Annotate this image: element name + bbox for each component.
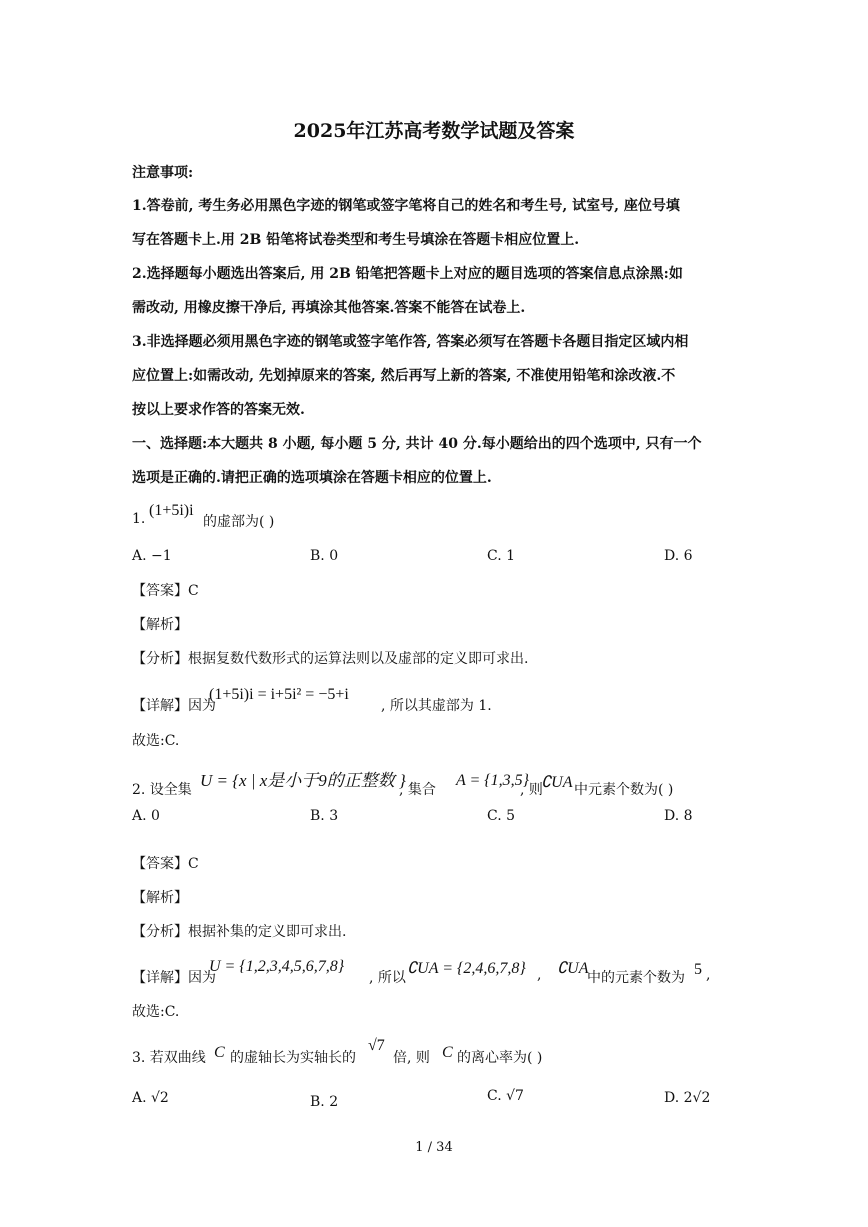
- q1-expression: (1+5i)i: [149, 502, 194, 519]
- page-title: 2025年江苏高考数学试题及答案: [293, 120, 575, 142]
- q1-analysis: 【分析】根据复数代数形式的运算法则以及虚部的定义即可求出.: [132, 651, 529, 667]
- q2-detail-u: U = {1,2,3,4,5,6,7,8}: [209, 958, 345, 975]
- notice-line: 3.非选择题必须用黑色字迹的钢笔或签字笔作答, 答案必须写在答题卡各题目指定区域内相: [132, 334, 689, 350]
- q3-text-1: 的虚轴长为实轴长的: [230, 1050, 356, 1066]
- section-heading: 一、选择题:本大题共 8 小题, 每小题 5 分, 共计 40 分.每小题给出的四个选项中, 只有一个: [132, 436, 702, 452]
- q1-option-d: D. 6: [664, 548, 693, 564]
- q1-option-c: C. 1: [487, 548, 516, 564]
- q2-number: 2. 设全集: [132, 782, 192, 798]
- q2-detail-text: 中的元素个数为: [587, 970, 685, 986]
- q2-detail-complement-2: ∁UA: [557, 960, 589, 977]
- q3-number: 3. 若双曲线: [132, 1050, 206, 1066]
- q3-stem: 的离心率为( ): [457, 1050, 543, 1066]
- q3-option-c: C. √7: [487, 1088, 524, 1104]
- q3-option-a: A. √2: [132, 1090, 169, 1106]
- q2-detail-end: ,: [706, 967, 711, 983]
- q3-option-b: B. 2: [310, 1094, 339, 1110]
- q2-set-u: U = {x | x是小于9的正整数 }: [200, 771, 406, 790]
- q1-number: 1.: [132, 511, 146, 527]
- q2-complement: ∁UA: [541, 774, 573, 791]
- q2-jiexi: 【解析】: [132, 890, 188, 906]
- q2-option-d: D. 8: [664, 808, 693, 824]
- q2-detail-number: 5: [694, 961, 702, 978]
- q2-conclusion: 故选:C.: [132, 1004, 180, 1020]
- q1-option-b: B. 0: [310, 548, 339, 564]
- q1-jiexi: 【解析】: [132, 617, 188, 633]
- q1-detail-tail: , 所以其虚部为 1.: [381, 698, 492, 714]
- notice-line: 2.选择题每小题选出答案后, 用 2B 铅笔把答题卡上对应的题目选项的答案信息点涂黑:如: [132, 266, 683, 282]
- section-heading: 选项是正确的.请把正确的选项填涂在答题卡相应的位置上.: [132, 470, 492, 486]
- q3-var-c: C: [214, 1044, 225, 1061]
- notice-line: 需改动, 用橡皮擦干净后, 再填涂其他答案.答案不能答在试卷上.: [132, 300, 526, 316]
- q3-text-2: 倍, 则: [393, 1050, 430, 1066]
- q2-detail-comma: ,: [537, 967, 542, 983]
- q1-option-a: A. −1: [132, 548, 172, 564]
- q2-mid: , 集合: [399, 782, 436, 798]
- q2-analysis: 【分析】根据补集的定义即可求出.: [132, 924, 347, 940]
- q2-option-b: B. 3: [310, 808, 339, 824]
- q3-option-d: D. 2√2: [664, 1090, 711, 1106]
- q1-detail-expression: (1+5i)i = i+5i² = −5+i: [209, 686, 349, 703]
- q3-var-c-2: C: [442, 1044, 453, 1061]
- q3-sqrt7: √7: [368, 1037, 385, 1054]
- q2-answer: 【答案】C: [132, 856, 199, 872]
- q1-detail-label: 【详解】因为: [132, 698, 216, 714]
- notice-line: 1.答卷前, 考生务必用黑色字迹的钢笔或签字笔将自己的姓名和考生号, 试室号, 座位号填: [132, 198, 680, 214]
- notice-line: 应位置上:如需改动, 先划掉原来的答案, 然后再写上新的答案, 不准使用铅笔和涂改液.不: [132, 368, 676, 384]
- q2-then: , 则: [520, 782, 543, 798]
- page-number: 1 / 34: [415, 1140, 453, 1155]
- q2-detail-label: 【详解】因为: [132, 970, 216, 986]
- q2-option-c: C. 5: [487, 808, 516, 824]
- notice-line: 按以上要求作答的答案无效.: [132, 402, 305, 418]
- q2-detail-mid: , 所以: [369, 970, 406, 986]
- q1-stem: 的虚部为( ): [203, 514, 275, 530]
- q2-stem: 中元素个数为( ): [574, 782, 674, 798]
- q2-detail-complement: ∁UA = {2,4,6,7,8}: [407, 960, 526, 977]
- q2-option-a: A. 0: [132, 808, 160, 824]
- q1-answer: 【答案】C: [132, 583, 199, 599]
- q2-set-a: A = {1,3,5}: [456, 772, 530, 789]
- notice-line: 写在答题卡上.用 2B 铅笔将试卷类型和考生号填涂在答题卡相应位置上.: [132, 232, 580, 248]
- notice-heading: 注意事项:: [132, 165, 194, 181]
- q1-conclusion: 故选:C.: [132, 733, 180, 749]
